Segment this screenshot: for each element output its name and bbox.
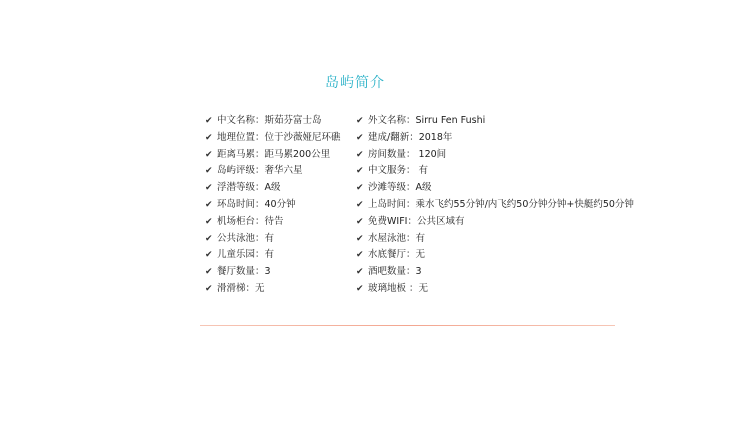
item-text: 中文服务： 有 <box>368 165 429 177</box>
list-item <box>205 281 341 298</box>
item-text: 机场柜台：待告 <box>217 215 284 227</box>
check-icon: ✔ <box>205 132 213 143</box>
item-text: 外文名称：Sirru Fen Fushi <box>368 115 486 126</box>
check-icon: ✔ <box>205 166 213 177</box>
check-icon: ✔ <box>356 250 364 261</box>
check-icon: ✔ <box>205 233 213 244</box>
item-text: 房间数量： 120间 <box>368 148 447 160</box>
item-text: 建成/翻新：2018年 <box>368 131 453 143</box>
item-text: 水底餐厅：无 <box>368 249 426 261</box>
list-item <box>356 197 634 214</box>
check-icon: ✔ <box>205 149 213 160</box>
list-item <box>205 180 341 197</box>
item-text: 地理位置：位于沙薇娅尼环礁 <box>217 131 341 143</box>
check-icon: ✔ <box>205 283 213 294</box>
info-list-left <box>205 113 341 298</box>
list-item <box>356 214 634 231</box>
item-text: 岛屿评级：奢华六星 <box>217 165 303 177</box>
list-item <box>205 214 341 231</box>
item-text: 中文名称：斯茹芬富士岛 <box>217 115 322 126</box>
list-item <box>205 163 341 180</box>
list-item <box>356 163 634 180</box>
list-item <box>356 147 634 164</box>
check-icon: ✔ <box>356 283 364 294</box>
item-text: 沙滩等级：A级 <box>368 182 432 194</box>
item-text: 餐厅数量：3 <box>217 266 271 278</box>
check-icon: ✔ <box>356 132 364 143</box>
list-item <box>205 247 341 264</box>
check-icon: ✔ <box>205 116 213 126</box>
check-icon: ✔ <box>356 116 364 126</box>
check-icon: ✔ <box>356 267 364 278</box>
list-item <box>205 264 341 281</box>
check-icon: ✔ <box>356 166 364 177</box>
list-item <box>205 130 341 147</box>
check-icon: ✔ <box>356 216 364 227</box>
check-icon: ✔ <box>356 149 364 160</box>
item-text: 滑滑梯：无 <box>217 282 265 294</box>
list-item <box>356 247 634 264</box>
check-icon: ✔ <box>356 183 364 194</box>
item-text: 儿童乐园：有 <box>217 249 275 261</box>
list-item <box>356 180 634 197</box>
divider <box>200 325 615 326</box>
check-icon: ✔ <box>205 183 213 194</box>
item-text: 浮潜等级：A级 <box>217 182 281 194</box>
check-icon: ✔ <box>356 199 364 210</box>
info-list-right <box>356 113 634 298</box>
list-item <box>205 197 341 214</box>
item-text: 玻璃地板 ：无 <box>368 282 429 294</box>
list-item <box>356 264 634 281</box>
item-text: 水屋泳池：有 <box>368 232 426 244</box>
check-icon: ✔ <box>205 216 213 227</box>
check-icon: ✔ <box>205 199 213 210</box>
list-item <box>205 147 341 164</box>
list-item <box>356 130 634 147</box>
list-item <box>356 281 634 298</box>
list-item <box>205 113 341 130</box>
item-text: 免费WIFI：公共区域有 <box>368 215 465 227</box>
page-title: 岛屿简介 <box>325 75 385 91</box>
item-text: 上岛时间：乘水飞约55分钟/内飞约50分钟分钟+快艇约50分钟 <box>368 198 634 210</box>
check-icon: ✔ <box>205 250 213 261</box>
list-item <box>356 231 634 248</box>
check-icon: ✔ <box>205 267 213 278</box>
item-text: 距离马累：距马累200公里 <box>217 148 331 160</box>
item-text: 公共泳池：有 <box>217 232 275 244</box>
list-item <box>356 113 634 130</box>
list-item <box>205 231 341 248</box>
item-text: 酒吧数量：3 <box>368 266 422 278</box>
item-text: 环岛时间：40分钟 <box>217 198 296 210</box>
check-icon: ✔ <box>356 233 364 244</box>
